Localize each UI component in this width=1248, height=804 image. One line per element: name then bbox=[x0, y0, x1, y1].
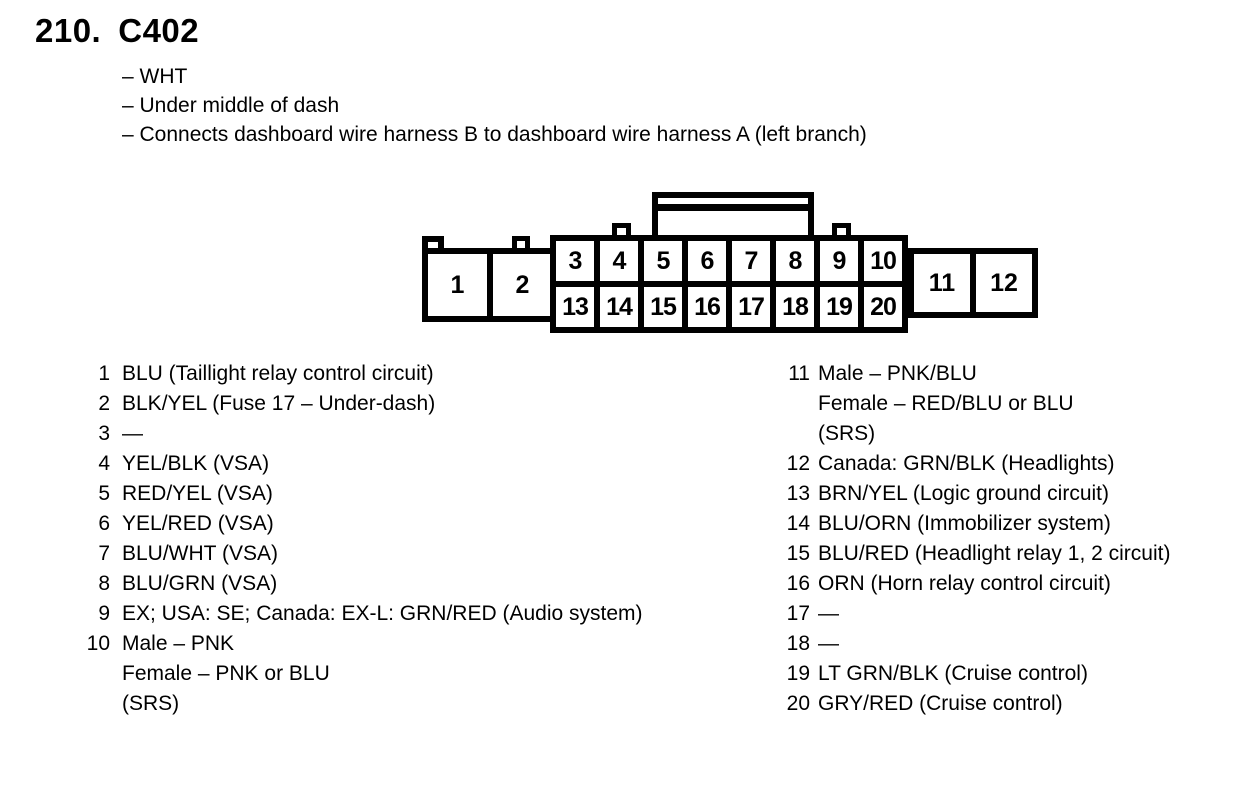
pin-cell-12: 12 bbox=[976, 254, 1032, 312]
pin-description: ORN (Horn relay control circuit) bbox=[818, 572, 1111, 595]
pin-row bbox=[84, 599, 643, 629]
pin-description: Female – PNK or BLU bbox=[122, 662, 330, 685]
pin-cell: 4 bbox=[600, 241, 638, 281]
pin-description: Male – PNK bbox=[122, 632, 235, 655]
pin-row bbox=[780, 419, 1170, 449]
pin-cell: 19 bbox=[820, 287, 858, 327]
pin-row bbox=[84, 359, 643, 389]
pin-description: Canada: GRN/BLK (Headlights) bbox=[818, 452, 1115, 475]
pin-row bbox=[780, 659, 1170, 689]
pin-description: Male – PNK/BLU bbox=[818, 362, 977, 385]
pin-row bbox=[780, 509, 1170, 539]
pin-block-right bbox=[908, 248, 1038, 318]
pin-row bbox=[780, 449, 1170, 479]
section-number: 210. bbox=[35, 12, 102, 49]
pin-row bbox=[84, 449, 643, 479]
pin-row bbox=[84, 389, 643, 419]
note-line: – Under middle of dash bbox=[122, 94, 340, 117]
pin-row bbox=[84, 689, 643, 719]
pin-cell: 6 bbox=[688, 241, 726, 281]
pin-number: 4 bbox=[98, 452, 110, 475]
pin-cell: 14 bbox=[600, 287, 638, 327]
pin-description: BLU/RED (Headlight relay 1, 2 circuit) bbox=[818, 542, 1171, 565]
pin-description: Female – RED/BLU or BLU bbox=[818, 392, 1074, 415]
pin-cell: 8 bbox=[776, 241, 814, 281]
pin-row bbox=[84, 419, 643, 449]
pin-descriptions-right bbox=[780, 359, 1170, 719]
latch-bar bbox=[658, 204, 808, 211]
pin-cell: 5 bbox=[644, 241, 682, 281]
pin-description: YEL/BLK (VSA) bbox=[122, 452, 270, 475]
pin-cell: 3 bbox=[556, 241, 594, 281]
pin-row bbox=[780, 599, 1170, 629]
pin-number: 19 bbox=[786, 662, 810, 685]
pin-description: (SRS) bbox=[122, 692, 180, 715]
pin-row bbox=[84, 629, 643, 659]
pin-number: 9 bbox=[98, 602, 110, 625]
pin-number: 3 bbox=[98, 422, 110, 445]
pin-number: 2 bbox=[98, 392, 110, 415]
pin-row bbox=[84, 509, 643, 539]
pin-description: BLU/WHT (VSA) bbox=[122, 542, 278, 565]
pin-cell: 13 bbox=[556, 287, 594, 327]
pin-description: — bbox=[818, 632, 839, 655]
pin-cell-11: 11 bbox=[914, 254, 970, 312]
pin-row bbox=[780, 479, 1170, 509]
connector-latch bbox=[652, 192, 814, 238]
pin-cell: 15 bbox=[644, 287, 682, 327]
pin-number: 8 bbox=[98, 572, 110, 595]
pin-row bbox=[780, 389, 1170, 419]
pin-block-left bbox=[422, 248, 558, 322]
connector-diagram bbox=[422, 192, 1038, 334]
pin-row bbox=[780, 689, 1170, 719]
pin-row bbox=[84, 659, 643, 689]
pin-row bbox=[84, 569, 643, 599]
pin-description: BLU (Taillight relay control circuit) bbox=[122, 362, 434, 385]
pin-row bbox=[780, 359, 1170, 389]
pin-number: 1 bbox=[98, 362, 110, 385]
pin-description: BLK/YEL (Fuse 17 – Under-dash) bbox=[122, 392, 436, 415]
pin-number: 15 bbox=[786, 542, 810, 565]
pin-cell: 20 bbox=[864, 287, 902, 327]
note-line: – WHT bbox=[122, 65, 188, 88]
pin-number: 11 bbox=[788, 362, 810, 385]
pin-cell: 17 bbox=[732, 287, 770, 327]
pin-number: 14 bbox=[786, 512, 810, 535]
pin-cell: 16 bbox=[688, 287, 726, 327]
pin-number: 18 bbox=[786, 632, 810, 655]
pin-row bbox=[780, 629, 1170, 659]
pin-cell: 10 bbox=[864, 241, 902, 281]
pin-descriptions-left bbox=[84, 359, 643, 719]
pin-number: 5 bbox=[98, 482, 110, 505]
pin-number: 20 bbox=[786, 692, 810, 715]
pin-number: 7 bbox=[98, 542, 110, 565]
connector-notes bbox=[122, 62, 867, 149]
page-title bbox=[35, 12, 199, 50]
pin-number: 12 bbox=[786, 452, 810, 475]
pin-cell: 18 bbox=[776, 287, 814, 327]
pin-description: (SRS) bbox=[818, 422, 876, 445]
pin-description: BLU/GRN (VSA) bbox=[122, 572, 278, 595]
pin-description: — bbox=[818, 602, 839, 625]
pin-number: 10 bbox=[86, 632, 110, 655]
pin-description: LT GRN/BLK (Cruise control) bbox=[818, 662, 1088, 685]
pin-number: 13 bbox=[786, 482, 810, 505]
pin-row bbox=[780, 569, 1170, 599]
pin-block-center bbox=[550, 235, 908, 333]
pin-description: RED/YEL (VSA) bbox=[122, 482, 273, 505]
pin-number: 6 bbox=[98, 512, 110, 535]
pin-number: 16 bbox=[786, 572, 810, 595]
pin-cell-2: 2 bbox=[493, 254, 552, 316]
note-line: – Connects dashboard wire harness B to dashboard wire harness A (left branch) bbox=[122, 123, 867, 146]
pin-row bbox=[84, 539, 643, 569]
pin-description: BLU/ORN (Immobilizer system) bbox=[818, 512, 1111, 535]
pin-cell: 9 bbox=[820, 241, 858, 281]
pin-number: 17 bbox=[786, 602, 810, 625]
connector-id: C402 bbox=[118, 12, 200, 49]
pin-description: YEL/RED (VSA) bbox=[122, 512, 274, 535]
pin-row bbox=[84, 479, 643, 509]
pin-cell-1: 1 bbox=[428, 254, 487, 316]
pin-description: EX; USA: SE; Canada: EX-L: GRN/RED (Audio system) bbox=[122, 602, 643, 625]
pin-description: BRN/YEL (Logic ground circuit) bbox=[818, 482, 1110, 505]
pin-description: GRY/RED (Cruise control) bbox=[818, 692, 1063, 715]
pin-description: — bbox=[122, 422, 143, 445]
pin-row bbox=[780, 539, 1170, 569]
pin-cell: 7 bbox=[732, 241, 770, 281]
